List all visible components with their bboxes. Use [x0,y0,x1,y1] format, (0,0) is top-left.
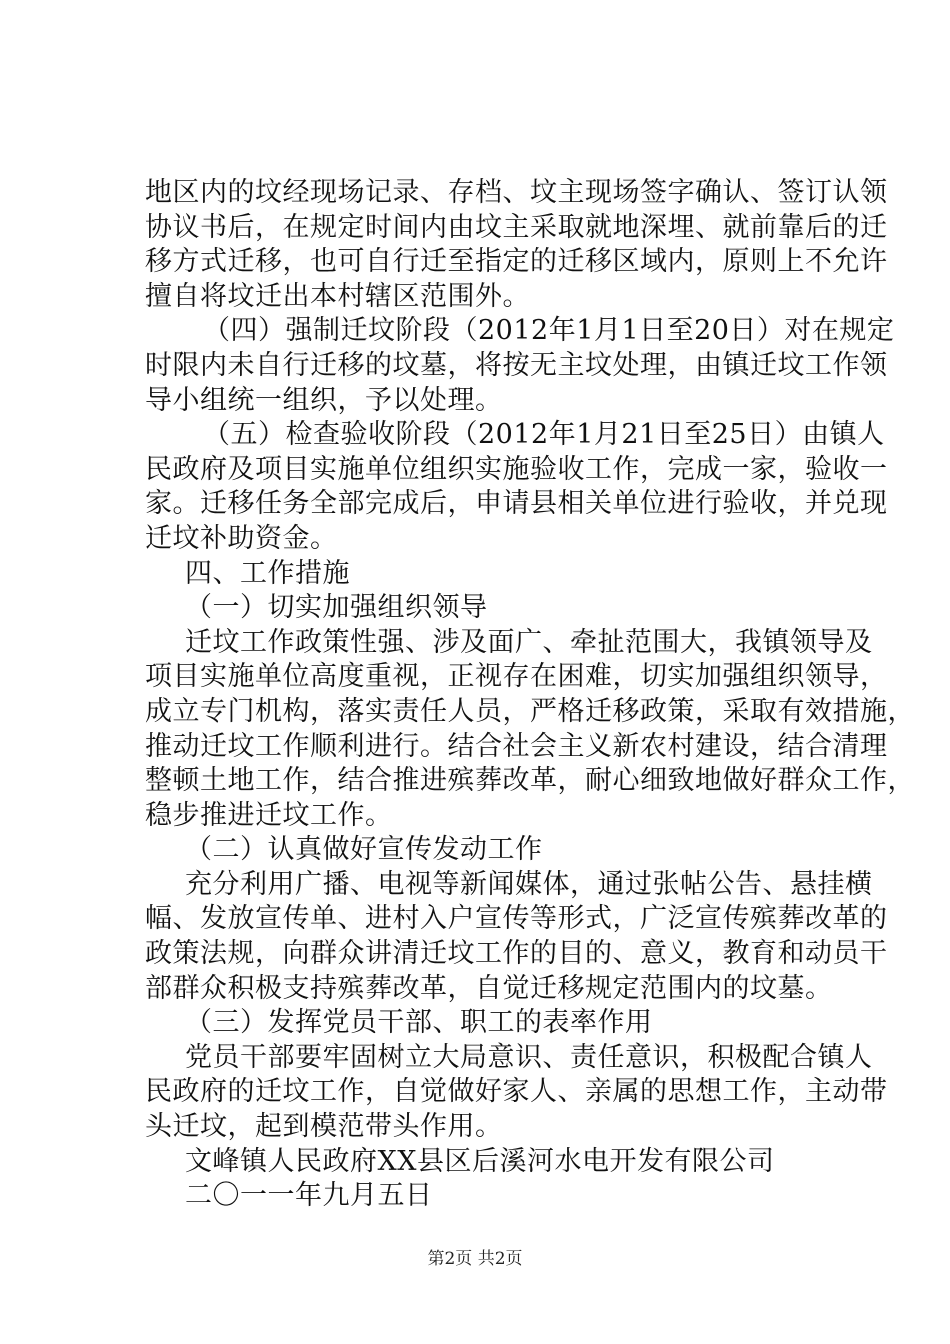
body-line: 家。迁移任务全部完成后，申请县相关单位进行验收，并兑现 [145,488,888,520]
body-line: 协议书后，在规定时间内由坟主采取就地深埋、就前靠后的迁 [145,211,888,243]
body-line: 幅、发放宣传单、进村入户宣传等形式，广泛宣传殡葬改革的 [145,903,888,935]
body-line: 时限内未自行迁移的坟墓，将按无主坟处理，由镇迁坟工作领 [145,349,888,381]
signature-organizations: 文峰镇人民政府XX县区后溪河水电开发有限公司 [185,1145,775,1177]
body-line: 地区内的坟经现场记录、存档、坟主现场签字确认、签订认领 [145,177,888,208]
body-line: 移方式迁移，也可自行迁至指定的迁移区域内，原则上不允许 [145,246,888,278]
subsection-heading: （三）发挥党员干部、职工的表率作用 [185,1007,653,1039]
body-line: 稳步推进迁坟工作。 [145,799,393,831]
body-line: 部群众积极支持殡葬改革，自觉迁移规定范围内的坟墓。 [145,972,833,1004]
body-line: 项目实施单位高度重视，正视存在困难，切实加强组织领导， [145,661,888,693]
body-line: 政策法规，向群众讲清迁坟工作的目的、意义，教育和动员干 [145,938,888,970]
body-line: 迁坟补助资金。 [145,522,338,554]
page-number-footer: 第2页 共2页 [427,1249,523,1269]
body-line: 党员干部要牢固树立大局意识、责任意识，积极配合镇人 [185,1041,873,1073]
body-line: 充分利用广播、电视等新闻媒体，通过张帖公告、悬挂横 [185,868,873,900]
body-line: 整顿土地工作，结合推进殡葬改革，耐心细致地做好群众工作， [145,765,915,797]
document-body [145,176,915,1214]
subsection-heading: （一）切实加强组织领导 [185,592,488,624]
section-heading: 四、工作措施 [185,557,350,589]
body-line: 成立专门机构，落实责任人员，严格迁移政策，采取有效措施， [145,695,915,727]
body-line: 迁坟工作政策性强、涉及面广、牵扯范围大，我镇领导及 [185,626,873,658]
paragraph-heading-line: （五）检查验收阶段（2012年1月21日至25日）由镇人 [203,419,885,451]
body-line: 导小组统一组织，予以处理。 [145,384,503,416]
paragraph-heading-line: （四）强制迁坟阶段（2012年1月1日至20日）对在规定 [203,315,895,347]
body-line: 头迁坟，起到模范带头作用。 [145,1111,503,1143]
subsection-heading: （二）认真做好宣传发动工作 [185,834,543,866]
body-line: 民政府的迁坟工作，自觉做好家人、亲属的思想工作，主动带 [145,1076,888,1108]
body-line: 擅自将坟迁出本村辖区范围外。 [145,280,530,312]
signature-date: 二〇一一年九月五日 [185,1180,433,1212]
body-line: 民政府及项目实施单位组织实施验收工作，完成一家，验收一 [145,453,888,485]
body-line: 推动迁坟工作顺利进行。结合社会主义新农村建设，结合清理 [145,730,888,762]
